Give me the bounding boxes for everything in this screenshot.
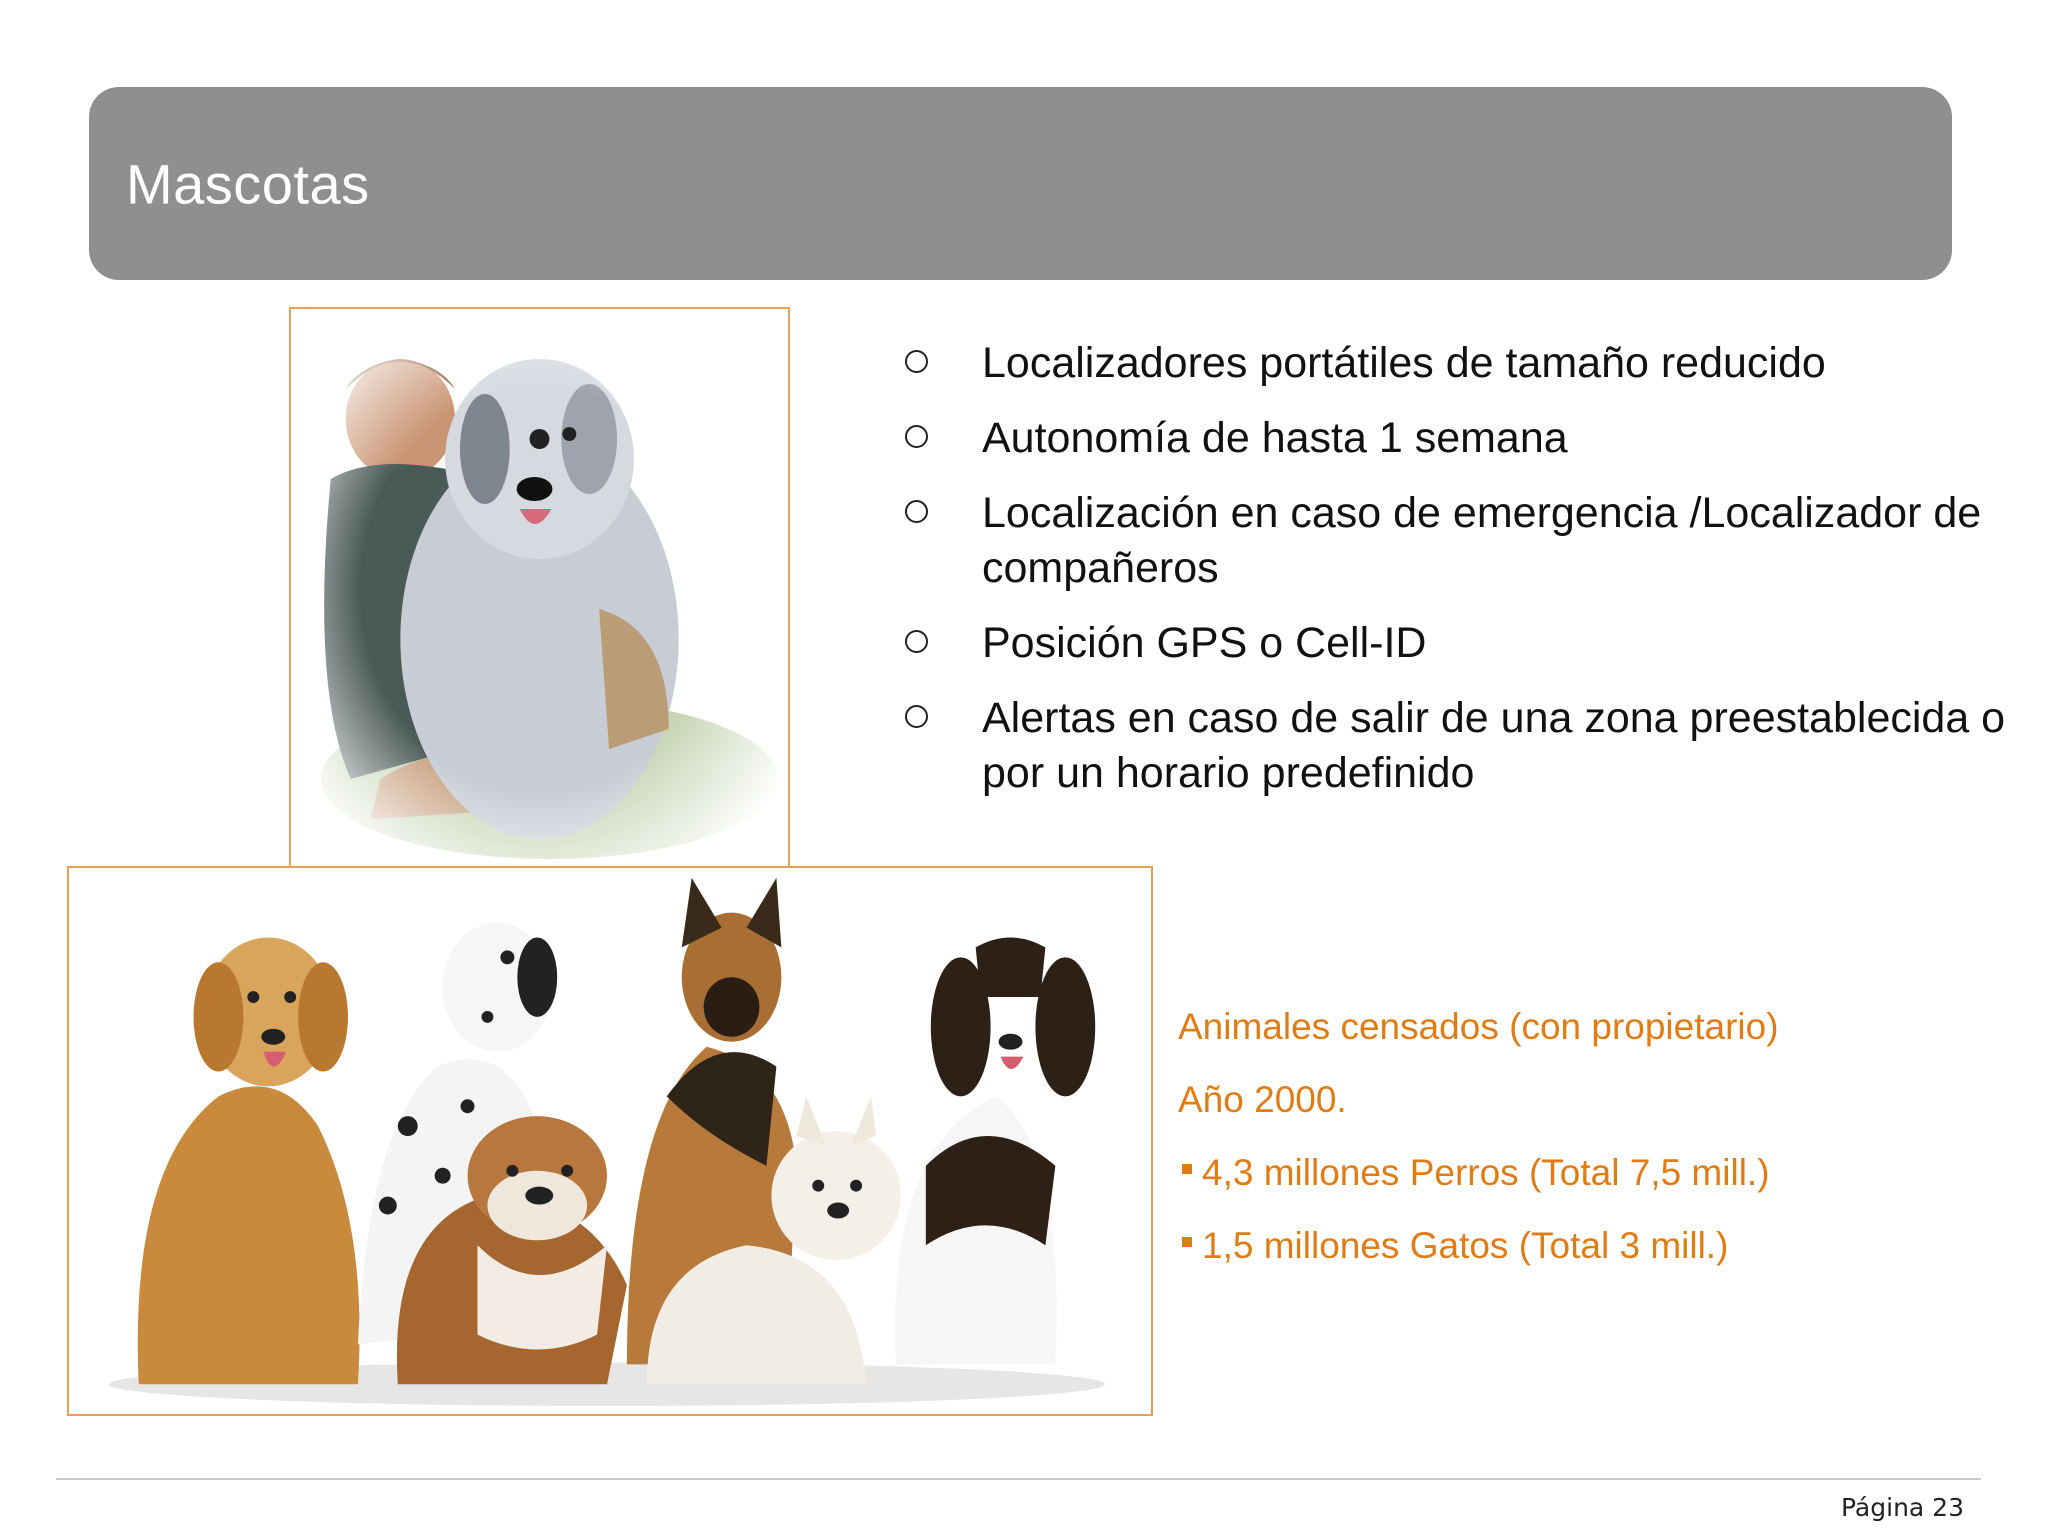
stats-item-dogs: 4,3 millones Perros (Total 7,5 mill.) (1178, 1136, 2018, 1209)
stats-year: Año 2000. (1178, 1079, 1347, 1120)
stats-heading: Animales censados (con propietario) (1178, 1006, 1779, 1047)
man-with-dog-photo (289, 307, 790, 871)
page-number: Página 23 (1840, 1493, 1964, 1522)
circle-bullet-icon (905, 630, 928, 653)
circle-bullet-icon (905, 350, 928, 373)
circle-bullet-icon (905, 500, 928, 523)
square-bullet-icon (1182, 1164, 1192, 1174)
dogs-group-photo (67, 866, 1153, 1416)
list-item: Posición GPS o Cell-ID (905, 616, 2025, 671)
list-item: Localizadores portátiles de tamaño reducido (905, 336, 2025, 391)
footer-divider (56, 1478, 1981, 1480)
census-stats (1178, 990, 2018, 1282)
list-item: Autonomía de hasta 1 semana (905, 411, 2025, 466)
feature-list (905, 336, 2025, 821)
stats-item-cats: 1,5 millones Gatos (Total 3 mill.) (1178, 1209, 2018, 1282)
list-item: Localización en caso de emergencia /Localizador de compañeros (905, 486, 2025, 596)
square-bullet-icon (1182, 1237, 1192, 1247)
circle-bullet-icon (905, 705, 928, 728)
title-bar (89, 87, 1952, 280)
circle-bullet-icon (905, 425, 928, 448)
slide-title: Mascotas (126, 152, 370, 215)
list-item: Alertas en caso de salir de una zona preestablecida o por un horario predefinido (905, 691, 2025, 801)
